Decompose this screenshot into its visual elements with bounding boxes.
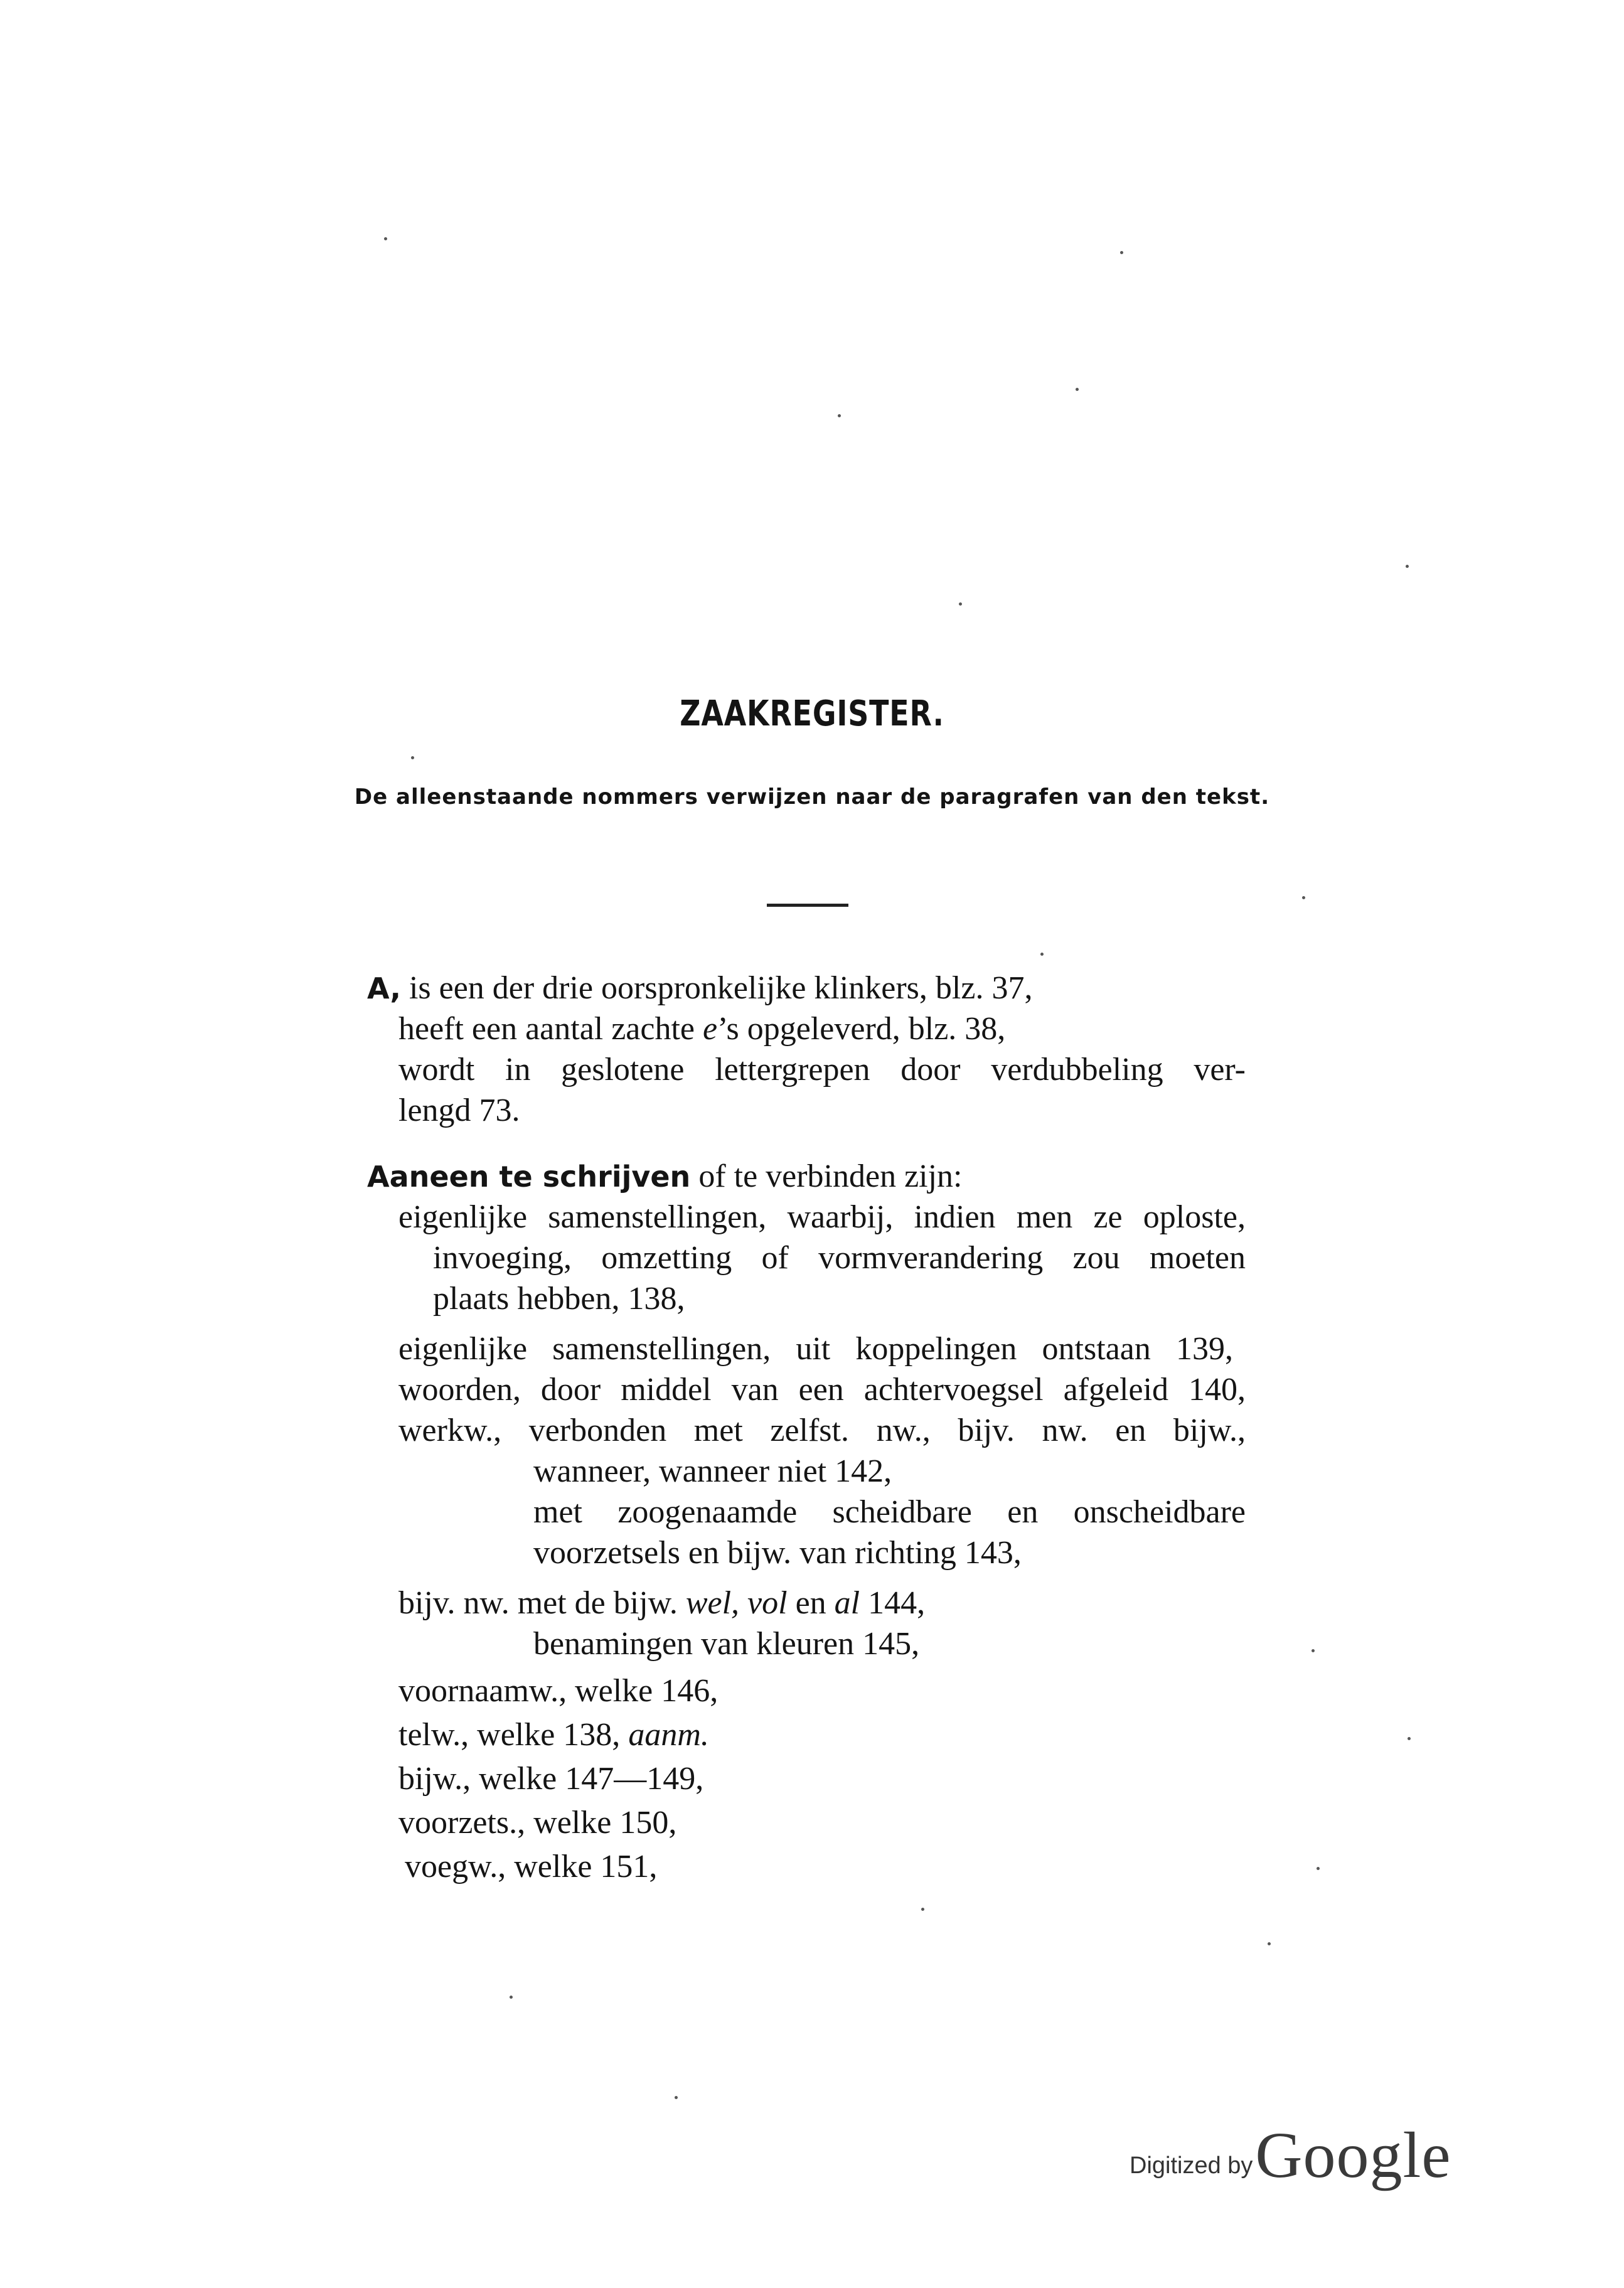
scan-speck	[1302, 896, 1305, 899]
google-watermark	[1130, 2118, 1451, 2193]
entry-aaneen-line-6: woorden, door middel van een achtervoegsel afgeleid 140,	[398, 1372, 1246, 1408]
entry-aaneen-headword: Aaneen te schrijven	[367, 1160, 691, 1194]
entry-aaneen-line-9: met zoogenaamde scheidbare en onscheidbare	[533, 1494, 1246, 1530]
watermark-prefix: Digitized by	[1130, 2152, 1253, 2179]
entry-aaneen-line-14: telw., welke 138, aanm.	[398, 1717, 709, 1753]
entry-a-line-1	[367, 970, 1120, 1007]
scan-speck	[1040, 953, 1044, 956]
scan-speck	[1311, 1649, 1315, 1652]
entry-aaneen-line-16: voorzets., welke 150,	[398, 1805, 677, 1841]
entry-aaneen-line-11: bijv. nw. met de bijw. wel, vol en al 144,	[398, 1585, 926, 1621]
entry-a-line-3: wordt in geslotene lettergrepen door verdubbeling ver-	[398, 1052, 1246, 1088]
scan-speck	[384, 237, 387, 240]
entry-aaneen-line-4: plaats hebben, 138,	[433, 1281, 685, 1317]
entry-a-line-2: heeft een aantal zachte e’s opgeleverd, blz. 38,	[398, 1011, 1006, 1047]
entry-a-headword: A,	[367, 971, 401, 1005]
scan-speck	[1076, 388, 1079, 391]
scan-speck	[1120, 251, 1123, 254]
title-divider	[767, 904, 848, 907]
google-logo: Google	[1255, 2119, 1451, 2191]
entry-aaneen-line-1: Aaneen te schrijven of te verbinden zijn:	[367, 1158, 963, 1194]
entry-aaneen-line-8: wanneer, wanneer niet 142,	[533, 1453, 892, 1489]
entry-aaneen-line-3: invoeging, omzetting of vormverandering zou moeten	[433, 1240, 1246, 1276]
entry-aaneen-line-12: benamingen van kleuren 145,	[533, 1626, 920, 1662]
scan-speck	[411, 756, 414, 759]
scan-speck	[1317, 1867, 1320, 1870]
entry-aaneen-line-5: eigenlijke samenstellingen, uit koppelingen ontstaan 139,	[398, 1331, 1233, 1367]
scan-speck	[1408, 1737, 1411, 1740]
entry-aaneen-line-15: bijw., welke 147—149,	[398, 1761, 704, 1797]
entry-a-line-4: lengd 73.	[398, 1093, 520, 1128]
page-subtitle: De alleenstaande nommers verwijzen naar de paragrafen van den tekst.	[354, 784, 1270, 810]
scan-speck	[838, 414, 841, 417]
entry-a-text-1: is een der drie oorspronkelijke klinkers, blz. 37,	[409, 970, 1033, 1006]
page-title: ZAAKREGISTER.	[680, 693, 944, 734]
scan-speck	[1406, 565, 1409, 568]
entry-aaneen-line-17: voegw., welke 151,	[405, 1849, 658, 1884]
entry-aaneen-line-10: voorzetsels en bijw. van richting 143,	[533, 1535, 1022, 1571]
scan-speck	[510, 1996, 513, 1999]
entry-aaneen-line-13: voornaamw., welke 146,	[398, 1673, 719, 1709]
entry-aaneen-line-7: werkw., verbonden met zelfst. nw., bijv. nw. en bijw.,	[398, 1413, 1246, 1448]
scan-speck	[921, 1908, 924, 1911]
scan-speck	[675, 2096, 678, 2099]
entry-aaneen-line-2: eigenlijke samenstellingen, waarbij, indien men ze oploste,	[398, 1199, 1246, 1235]
scan-speck	[959, 602, 962, 606]
scan-speck	[1268, 1942, 1271, 1945]
